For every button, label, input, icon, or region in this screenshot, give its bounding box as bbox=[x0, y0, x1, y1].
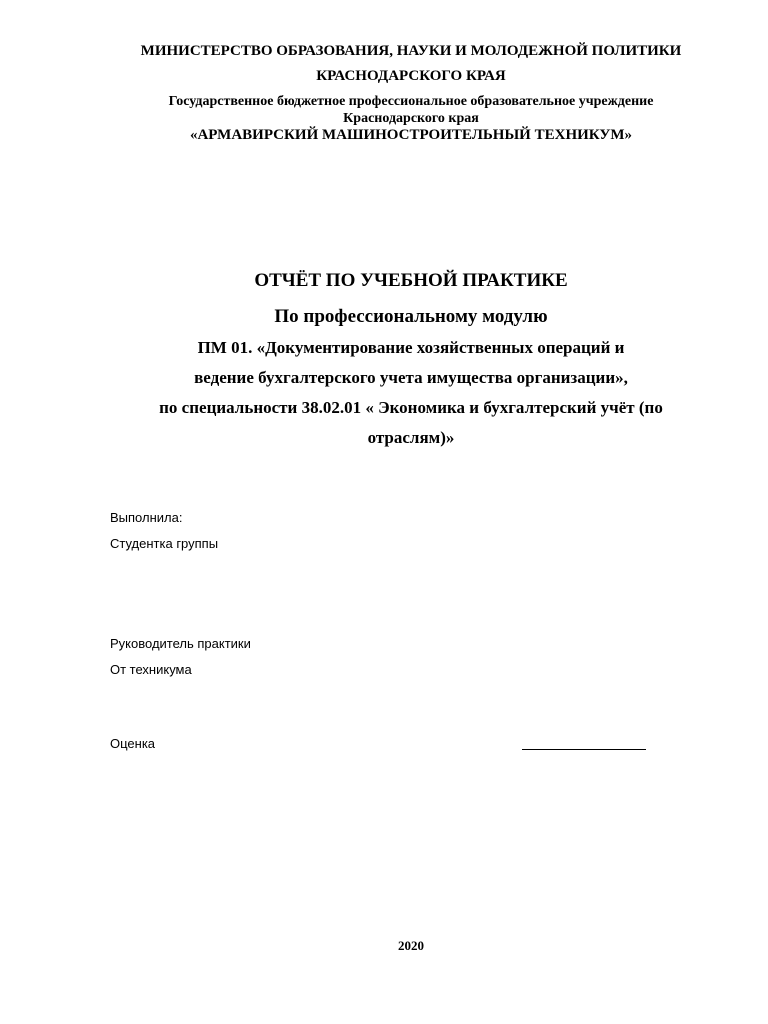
ministry-line-2: КРАСНОДАРСКОГО КРАЯ bbox=[316, 68, 506, 84]
module-title: По профессиональному модулю bbox=[274, 306, 548, 327]
specialty-line-2: отраслям)» bbox=[367, 428, 455, 447]
grade-label: Оценка bbox=[110, 736, 156, 751]
report-year: 2020 bbox=[398, 938, 424, 953]
module-name-line-1: ПМ 01. «Документирование хозяйственных операций и bbox=[197, 338, 625, 357]
college-label: От техникума bbox=[110, 662, 192, 677]
institution-line-1: Государственное бюджетное профессиональное образовательное учреждение bbox=[168, 94, 654, 109]
institution-line-2: Краснодарского края bbox=[343, 111, 479, 126]
ministry-line-1: МИНИСТЕРСТВО ОБРАЗОВАНИЯ, НАУКИ И МОЛОДЕЖНОЙ ПОЛИТИКИ bbox=[140, 43, 682, 59]
module-name-line-2: ведение бухгалтерского учета имущества организации», bbox=[194, 368, 628, 387]
supervisor-label: Руководитель практики bbox=[110, 636, 251, 651]
report-title: ОТЧЁТ ПО УЧЕБНОЙ ПРАКТИКЕ bbox=[254, 270, 568, 291]
grade-signature-line bbox=[522, 749, 646, 750]
completed-by-label: Выполнила: bbox=[110, 510, 183, 525]
specialty-line-1: по специальности 38.02.01 « Экономика и бухгалтерский учёт (по bbox=[159, 398, 663, 417]
institution-name: «АРМАВИРСКИЙ МАШИНОСТРОИТЕЛЬНЫЙ ТЕХНИКУМ» bbox=[189, 127, 633, 143]
student-group-label: Студентка группы bbox=[110, 536, 219, 551]
